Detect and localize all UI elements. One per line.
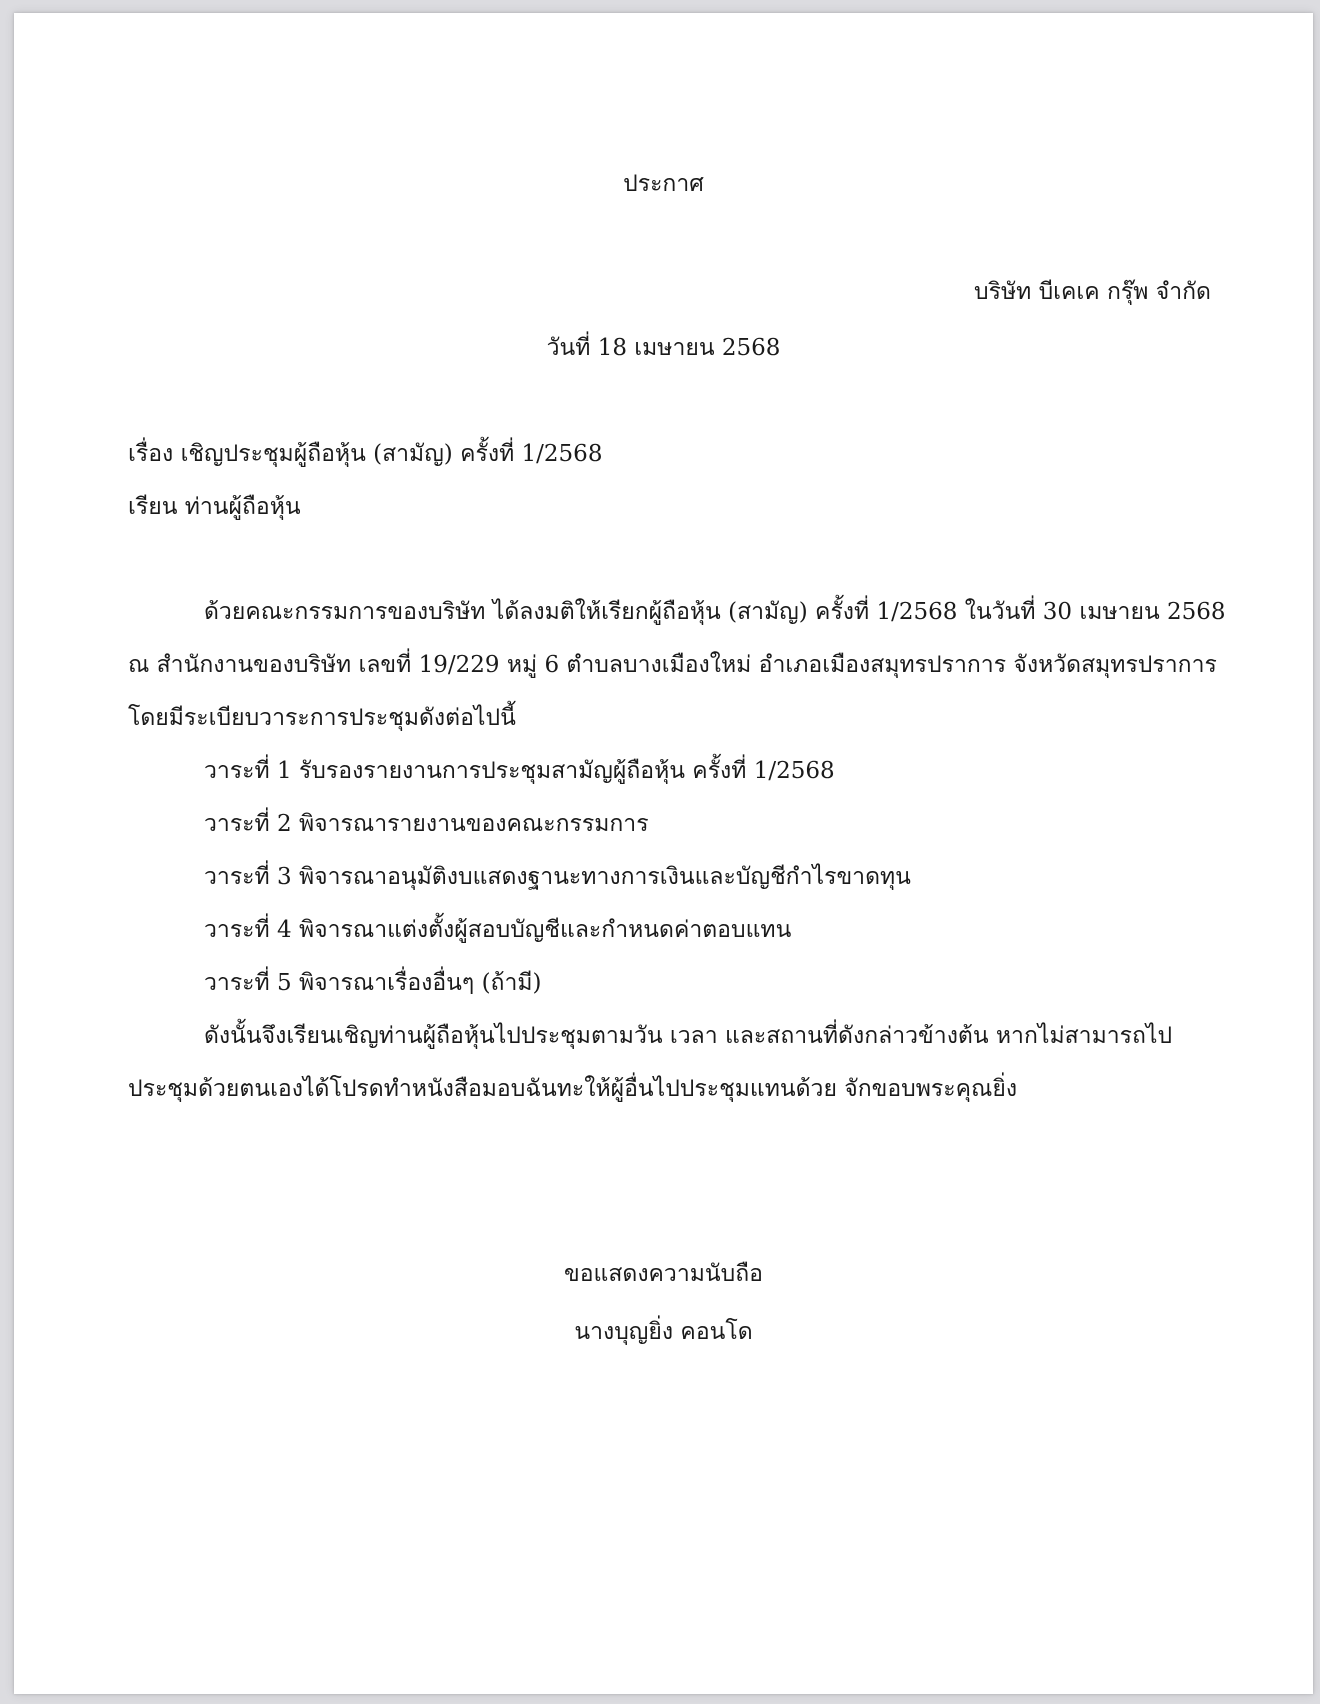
recipient-line: เรียน ท่านผู้ถือหุ้น [128,494,301,520]
intro-line: ด้วยคณะกรรมการของบริษัท ได้ลงมติให้เรียกผู้ถือหุ้น (สามัญ) ครั้งที่ 1/2568 ในวันที่ 30 เมษายน 2568 [204,599,1226,625]
document-heading: ประกาศ [623,171,704,197]
sign-off: ขอแสดงความนับถือ [563,1261,763,1287]
intro-line: โดยมีระเบียบวาระการประชุมดังต่อไปนี้ [128,705,516,731]
closing-line: ดังนั้นจึงเรียนเชิญท่านผู้ถือหุ้นไปประชุมตามวัน เวลา และสถานที่ดังกล่าวข้างต้น หากไม่สามารถไป [204,1023,1173,1049]
agenda-item: วาระที่ 2 พิจารณารายงานของคณะกรรมการ [204,811,649,837]
closing-line: ประชุมด้วยตนเองได้โปรดทำหนังสือมอบฉันทะให้ผู้อื่นไปประชุมแทนด้วย จักขอบพระคุณยิ่ง [128,1076,1018,1102]
document-page [14,13,1313,1694]
agenda-item: วาระที่ 3 พิจารณาอนุมัติงบแสดงฐานะทางการเงินและบัญชีกำไรขาดทุน [204,864,911,890]
subject-line: เรื่อง เชิญประชุมผู้ถือหุ้น (สามัญ) ครั้งที่ 1/2568 [128,441,603,467]
document-date: วันที่ 18 เมษายน 2568 [546,335,781,361]
intro-line: ณ สำนักงานของบริษัท เลขที่ 19/229 หมู่ 6 ตำบลบางเมืองใหม่ อำเภอเมืองสมุทรปราการ จังหวัดสมุทรปราการ [128,652,1217,678]
agenda-item: วาระที่ 1 รับรองรายงานการประชุมสามัญผู้ถือหุ้น ครั้งที่ 1/2568 [204,758,835,784]
signatory-name: นางบุญยิ่ง คอนโด [574,1319,753,1345]
agenda-item: วาระที่ 4 พิจารณาแต่งตั้งผู้สอบบัญชีและกำหนดค่าตอบแทน [204,917,792,943]
agenda-item: วาระที่ 5 พิจารณาเรื่องอื่นๆ (ถ้ามี) [204,970,542,996]
company-name: บริษัท บีเคเค กรุ๊พ จำกัด [974,279,1211,305]
